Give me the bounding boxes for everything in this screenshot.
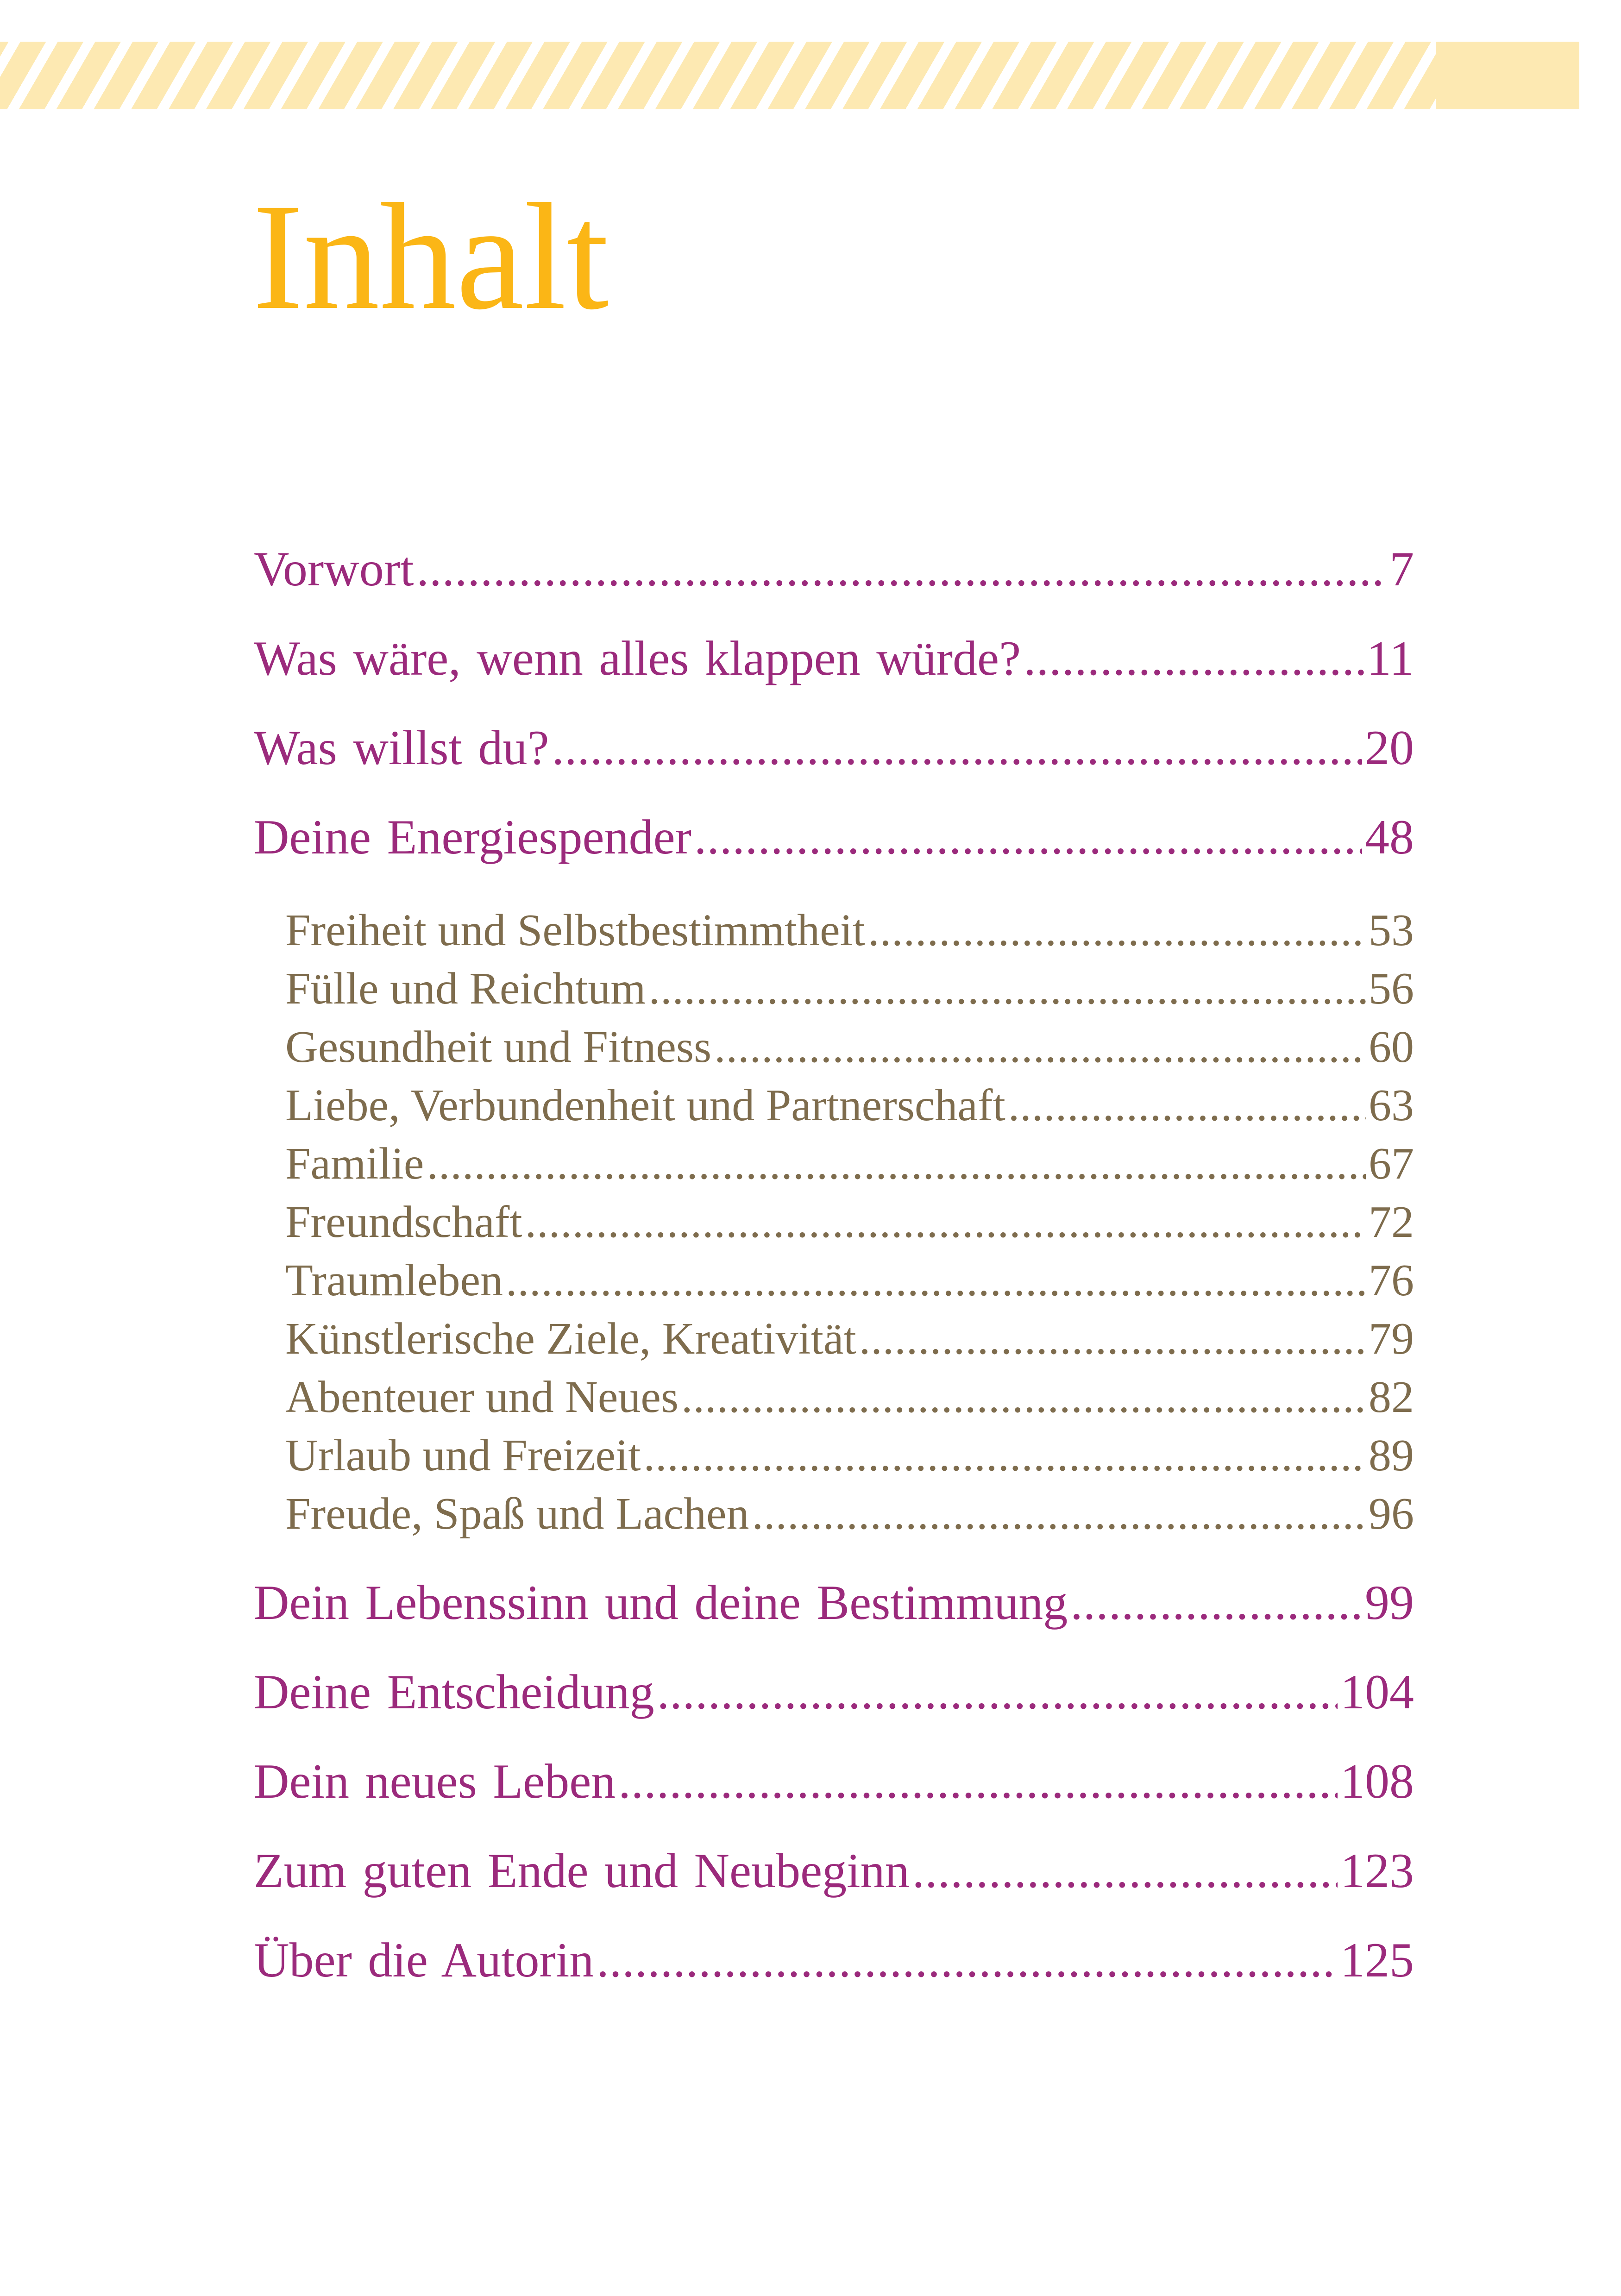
toc-subentry[interactable] [285,1430,1414,1481]
page-title: Inhalt [252,172,609,341]
toc-subentry-page: 79 [1369,1314,1414,1364]
toc-subentry[interactable] [285,1371,1414,1423]
toc-entry-page: 99 [1365,1575,1414,1630]
toc-entry-page: 11 [1366,631,1414,685]
decorative-stripe-band [0,42,1579,109]
toc-subentry-label: Familie [285,1139,424,1189]
decorative-stripe-end [1436,42,1579,109]
toc-subentry-page: 67 [1369,1139,1414,1189]
toc-entry-page: 108 [1340,1754,1414,1808]
toc-subentry-page: 63 [1369,1080,1414,1130]
toc-leader-dots [618,1753,1338,1810]
toc-entry-label: Über die Autorin [254,1933,594,1987]
toc-entry-energiespender[interactable] [254,809,1414,866]
toc-entry-was-waere[interactable] [254,630,1414,687]
toc-subentry[interactable] [285,904,1414,956]
toc-subentry-label: Freundschaft [285,1197,522,1247]
toc-subentry-label: Freiheit und Selbstbestimmtheit [285,905,866,955]
toc-subentry-page: 82 [1369,1372,1414,1422]
toc-entry-page: 48 [1365,810,1414,864]
toc-entry-page: 125 [1340,1933,1414,1987]
toc-subentry[interactable] [285,963,1414,1015]
toc-subentry-label: Freude, Spaß und Lachen [285,1489,749,1539]
toc-leader-dots [681,1371,1366,1423]
toc-leader-dots [649,963,1366,1015]
toc-entry-neues-leben[interactable] [254,1753,1414,1810]
toc-leader-dots [714,1021,1366,1073]
toc-entry-page: 7 [1389,542,1414,596]
toc-leader-dots [859,1313,1366,1365]
toc-subentry-page: 56 [1369,964,1414,1014]
toc-entry-label: Zum guten Ende und Neubeginn [254,1844,910,1898]
toc-subentry-label: Liebe, Verbundenheit und Partnerschaft [285,1080,1005,1130]
toc-subentry[interactable] [285,1138,1414,1190]
toc-entry-page: 104 [1340,1665,1414,1719]
toc-subentry-page: 89 [1369,1430,1414,1480]
toc-leader-dots [416,541,1387,597]
toc-entry-label: Vorwort [254,542,414,596]
toc-subentry[interactable] [285,1196,1414,1248]
toc-subentry[interactable] [285,1021,1414,1073]
toc-entry-autorin[interactable] [254,1932,1414,1989]
toc-subentry[interactable] [285,1488,1414,1540]
toc-subentry-page: 76 [1369,1255,1414,1305]
toc-subentry-page: 96 [1369,1489,1414,1539]
toc-subentry[interactable] [285,1255,1414,1306]
toc-entry-label: Deine Energiespender [254,810,691,864]
toc-leader-dots [912,1843,1338,1899]
toc-leader-dots [868,904,1366,956]
toc-entry-was-willst-du[interactable] [254,720,1414,776]
toc-subentry-label: Traumleben [285,1255,503,1305]
toc-subentry-label: Fülle und Reichtum [285,964,646,1014]
toc-subentry-label: Künstlerische Ziele, Kreativität [285,1314,856,1364]
toc-leader-dots [657,1664,1338,1720]
toc-leader-dots [427,1138,1366,1190]
toc-subentry[interactable] [285,1313,1414,1365]
toc-entry-vorwort[interactable] [254,541,1414,597]
toc-leader-dots [1024,630,1364,687]
toc-subentry-page: 72 [1369,1197,1414,1247]
toc-subentry[interactable] [285,1079,1414,1131]
toc-leader-dots [597,1932,1338,1989]
toc-entry-label: Dein Lebenssinn und deine Bestimmung [254,1575,1068,1630]
toc-leader-dots [694,809,1362,866]
toc-entry-entscheidung[interactable] [254,1664,1414,1720]
toc-entry-page: 20 [1365,721,1414,775]
toc-entry-gutes-ende[interactable] [254,1843,1414,1899]
toc-entry-page: 123 [1340,1844,1414,1898]
toc-subentry-label: Urlaub und Freizeit [285,1430,641,1480]
toc-subentry-label: Abenteuer und Neues [285,1372,679,1422]
toc-leader-dots [1070,1575,1362,1631]
toc-subentry-page: 53 [1369,905,1414,955]
toc-subentry-page: 60 [1369,1022,1414,1072]
toc-leader-dots [552,720,1362,776]
toc-leader-dots [752,1488,1366,1540]
toc-entry-label: Was wäre, wenn alles klappen würde? [254,631,1021,685]
toc-subentry-label: Gesundheit und Fitness [285,1022,712,1072]
toc-leader-dots [1008,1079,1366,1131]
toc-leader-dots [525,1196,1366,1248]
toc-entry-label: Deine Entscheidung [254,1665,654,1719]
toc-entry-label: Dein neues Leben [254,1754,616,1808]
toc-leader-dots [643,1430,1366,1481]
toc-entry-label: Was willst du? [254,721,549,775]
toc-entry-lebenssinn[interactable] [254,1575,1414,1631]
toc-leader-dots [506,1255,1366,1306]
